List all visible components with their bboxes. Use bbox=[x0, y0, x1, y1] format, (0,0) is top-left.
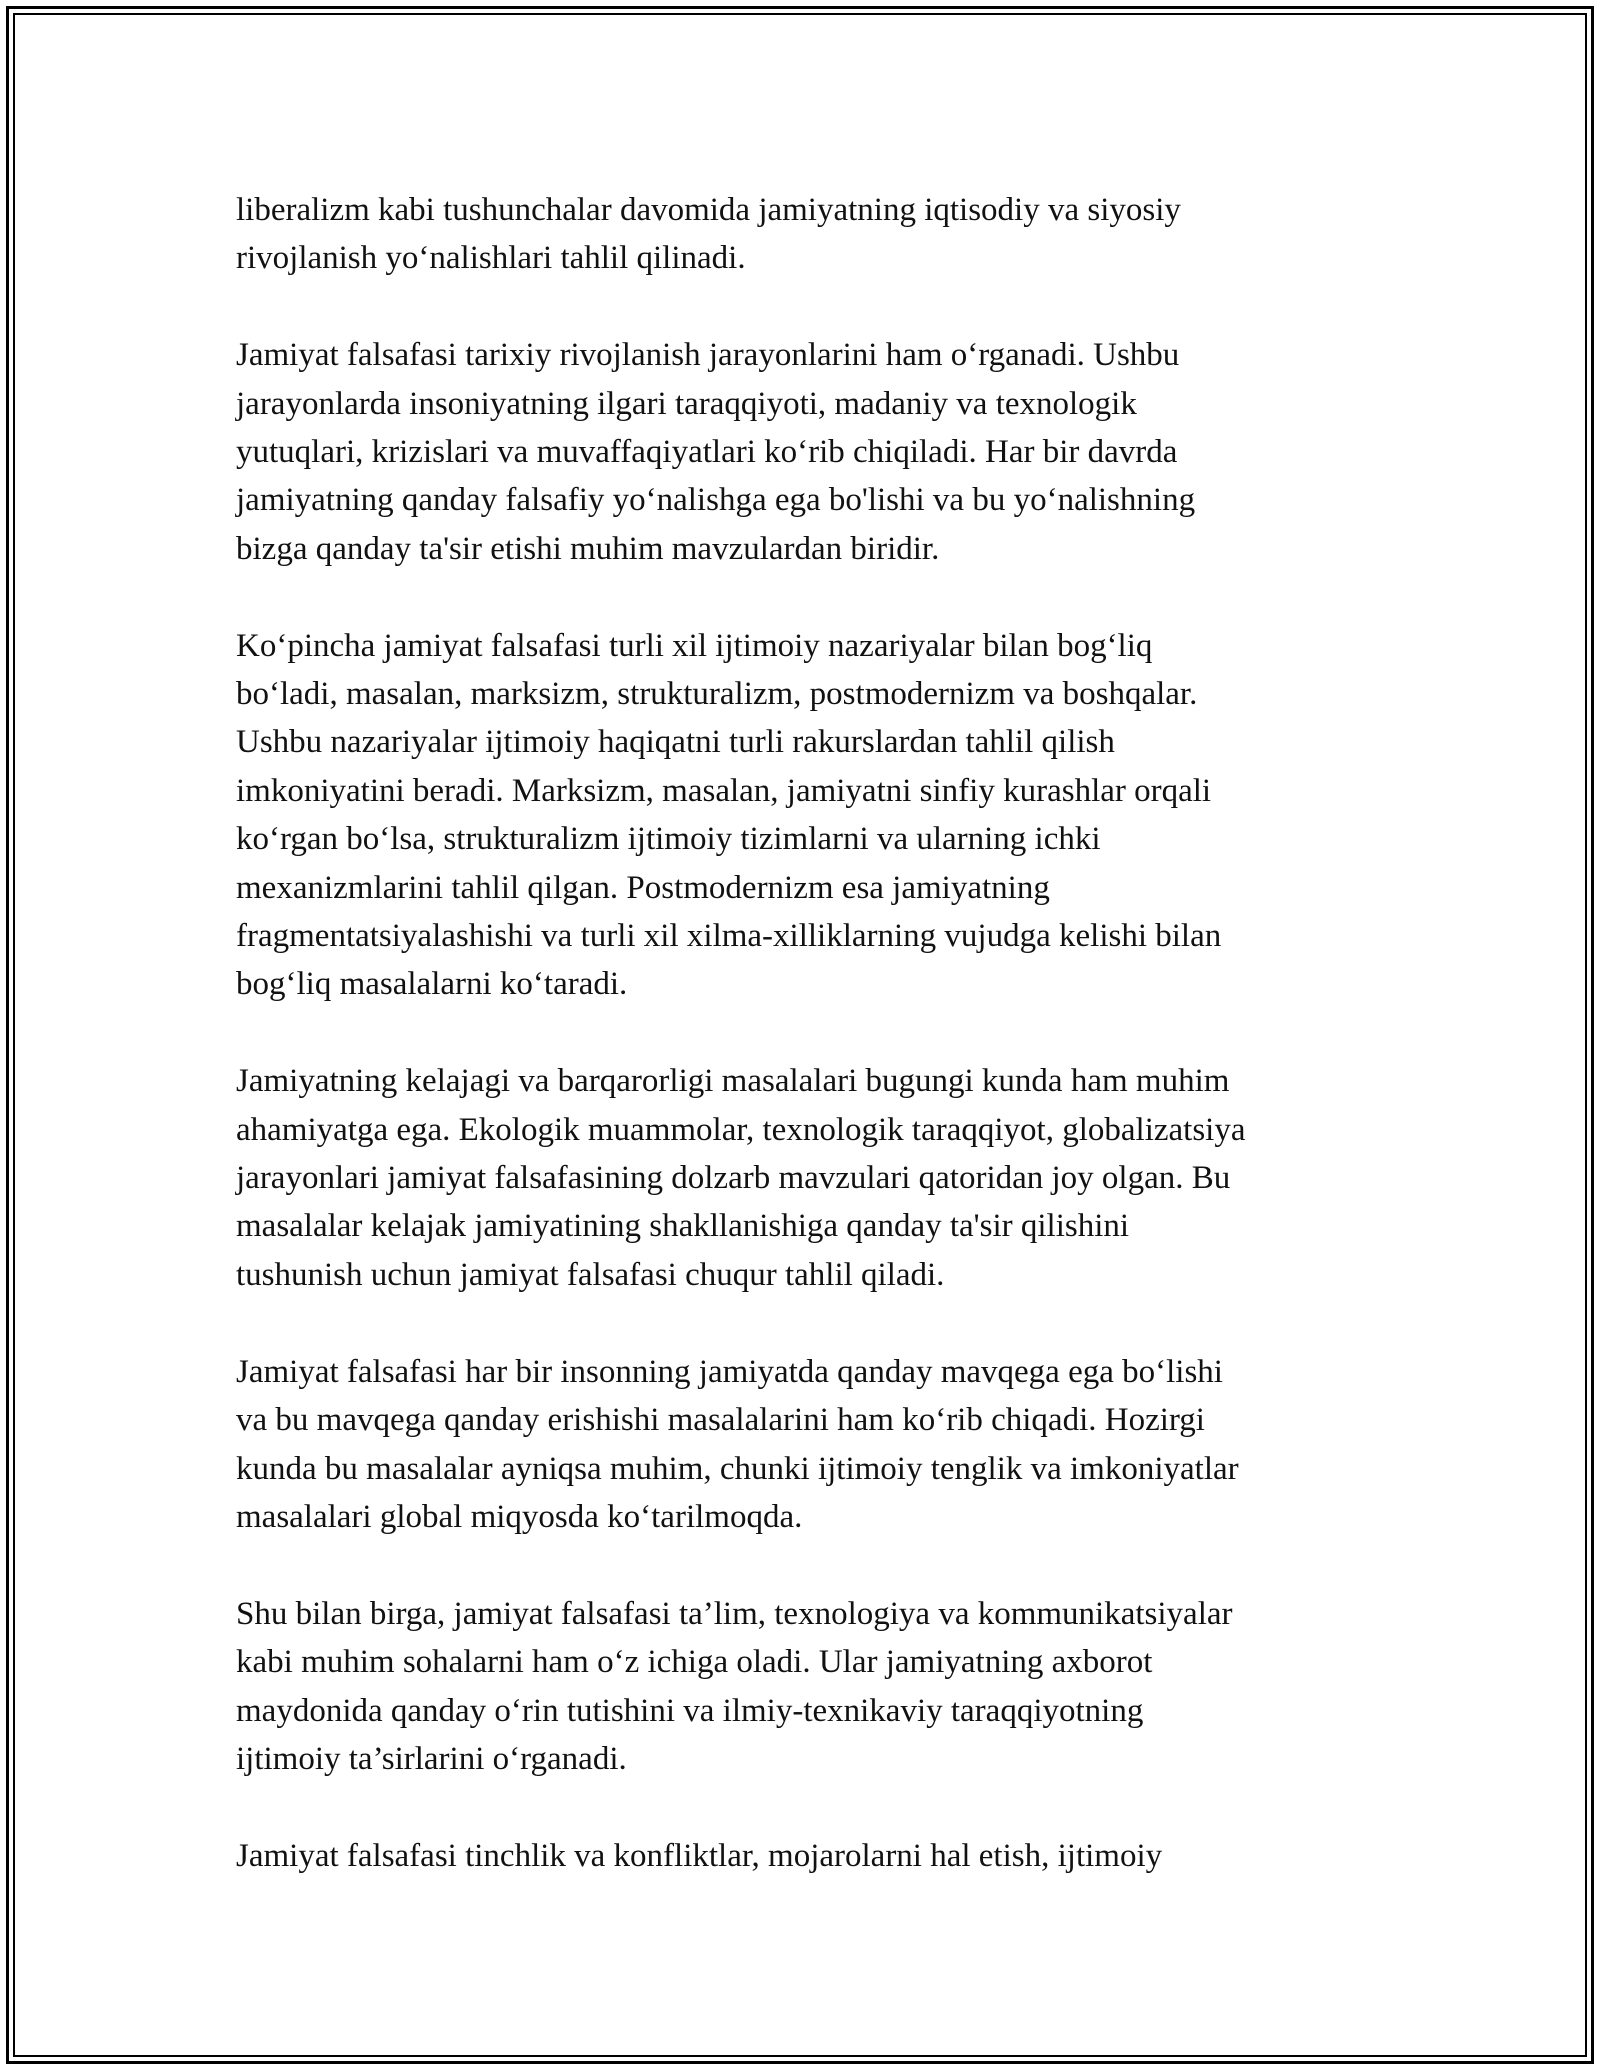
text-line: bog‘liq masalalarni ko‘taradi. bbox=[236, 966, 628, 1003]
text-line: ijtimoiy ta’sirlarini o‘rganadi. bbox=[236, 1740, 627, 1777]
text-line: Jamiyat falsafasi tarixiy rivojlanish jarayonlarini ham o‘rganadi. Ushbu bbox=[236, 337, 1180, 374]
text-line: ko‘rgan bo‘lsa, strukturalizm ijtimoiy tizimlarni va ularning ichki bbox=[236, 821, 1101, 858]
text-line: fragmentatsiyalashishi va turli xil xilma-xilliklarning vujudga kelishi bilan bbox=[236, 918, 1222, 955]
text-line: rivojlanish yo‘nalishlari tahlil qilinadi. bbox=[236, 240, 746, 277]
text-line: bo‘ladi, masalan, marksizm, strukturalizm, postmodernizm va boshqalar. bbox=[236, 676, 1198, 713]
text-line: jarayonlarda insoniyatning ilgari taraqqiyoti, madaniy va texnologik bbox=[236, 385, 1137, 422]
text-line: ahamiyatga ega. Ekologik muammolar, texnologik taraqqiyot, globalizatsiya bbox=[236, 1111, 1246, 1148]
text-line: jamiyatning qanday falsafiy yo‘nalishga ega bo'lishi va bu yo‘nalishning bbox=[236, 482, 1196, 519]
paragraph bbox=[236, 1590, 1386, 1784]
paragraph bbox=[236, 1348, 1386, 1542]
text-line: Ko‘pincha jamiyat falsafasi turli xil ijtimoiy nazariyalar bilan bog‘liq bbox=[236, 627, 1153, 664]
text-line: kabi muhim sohalarni ham o‘z ichiga oladi. Ular jamiyatning axborot bbox=[236, 1644, 1153, 1681]
text-line: tushunish uchun jamiyat falsafasi chuqur tahlil qiladi. bbox=[236, 1256, 945, 1293]
paragraph bbox=[236, 1057, 1386, 1299]
text-line: jarayonlari jamiyat falsafasining dolzarb mavzulari qatoridan joy olgan. Bu bbox=[236, 1160, 1231, 1197]
text-line: masalalari global miqyosda ko‘tarilmoqda. bbox=[236, 1498, 803, 1535]
paragraph bbox=[236, 1832, 1386, 1880]
text-line: Jamiyatning kelajagi va barqarorligi masalalari bugungi kunda ham muhim bbox=[236, 1063, 1230, 1100]
text-line: imkoniyatini beradi. Marksizm, masalan, jamiyatni sinfiy kurashlar orqali bbox=[236, 772, 1212, 809]
text-line: yutuqlari, krizislari va muvaffaqiyatlari ko‘rib chiqiladi. Har bir davrda bbox=[236, 434, 1178, 471]
text-line: va bu mavqega qanday erishishi masalalarini ham ko‘rib chiqadi. Hozirgi bbox=[236, 1402, 1205, 1439]
text-line: Shu bilan birga, jamiyat falsafasi ta’lim, texnologiya va kommunikatsiyalar bbox=[236, 1595, 1233, 1632]
text-line: mexanizmlarini tahlil qilgan. Postmodernizm esa jamiyatning bbox=[236, 869, 1050, 906]
paragraph bbox=[236, 622, 1386, 1009]
paragraph bbox=[236, 331, 1386, 573]
text-line: maydonida qanday o‘rin tutishini va ilmiy-texnikaviy taraqqiyotning bbox=[236, 1692, 1144, 1729]
text-line: Jamiyat falsafasi har bir insonning jamiyatda qanday mavqega ega bo‘lishi bbox=[236, 1353, 1223, 1390]
text-line: kunda bu masalalar ayniqsa muhim, chunki ijtimoiy tenglik va imkoniyatlar bbox=[236, 1450, 1239, 1487]
paragraph bbox=[236, 186, 1386, 283]
text-line: bizga qanday ta'sir etishi muhim mavzulardan biridir. bbox=[236, 530, 940, 567]
text-line: liberalizm kabi tushunchalar davomida jamiyatning iqtisodiy va siyosiy bbox=[236, 192, 1181, 228]
text-line: Ushbu nazariyalar ijtimoiy haqiqatni turli rakurslardan tahlil qilish bbox=[236, 724, 1115, 761]
text-line: Jamiyat falsafasi tinchlik va konfliktlar, mojarolarni hal etish, ijtimoiy bbox=[236, 1837, 1163, 1874]
document-body bbox=[236, 186, 1386, 1929]
text-line: masalalar kelajak jamiyatining shakllanishiga qanday ta'sir qilishini bbox=[236, 1208, 1130, 1245]
